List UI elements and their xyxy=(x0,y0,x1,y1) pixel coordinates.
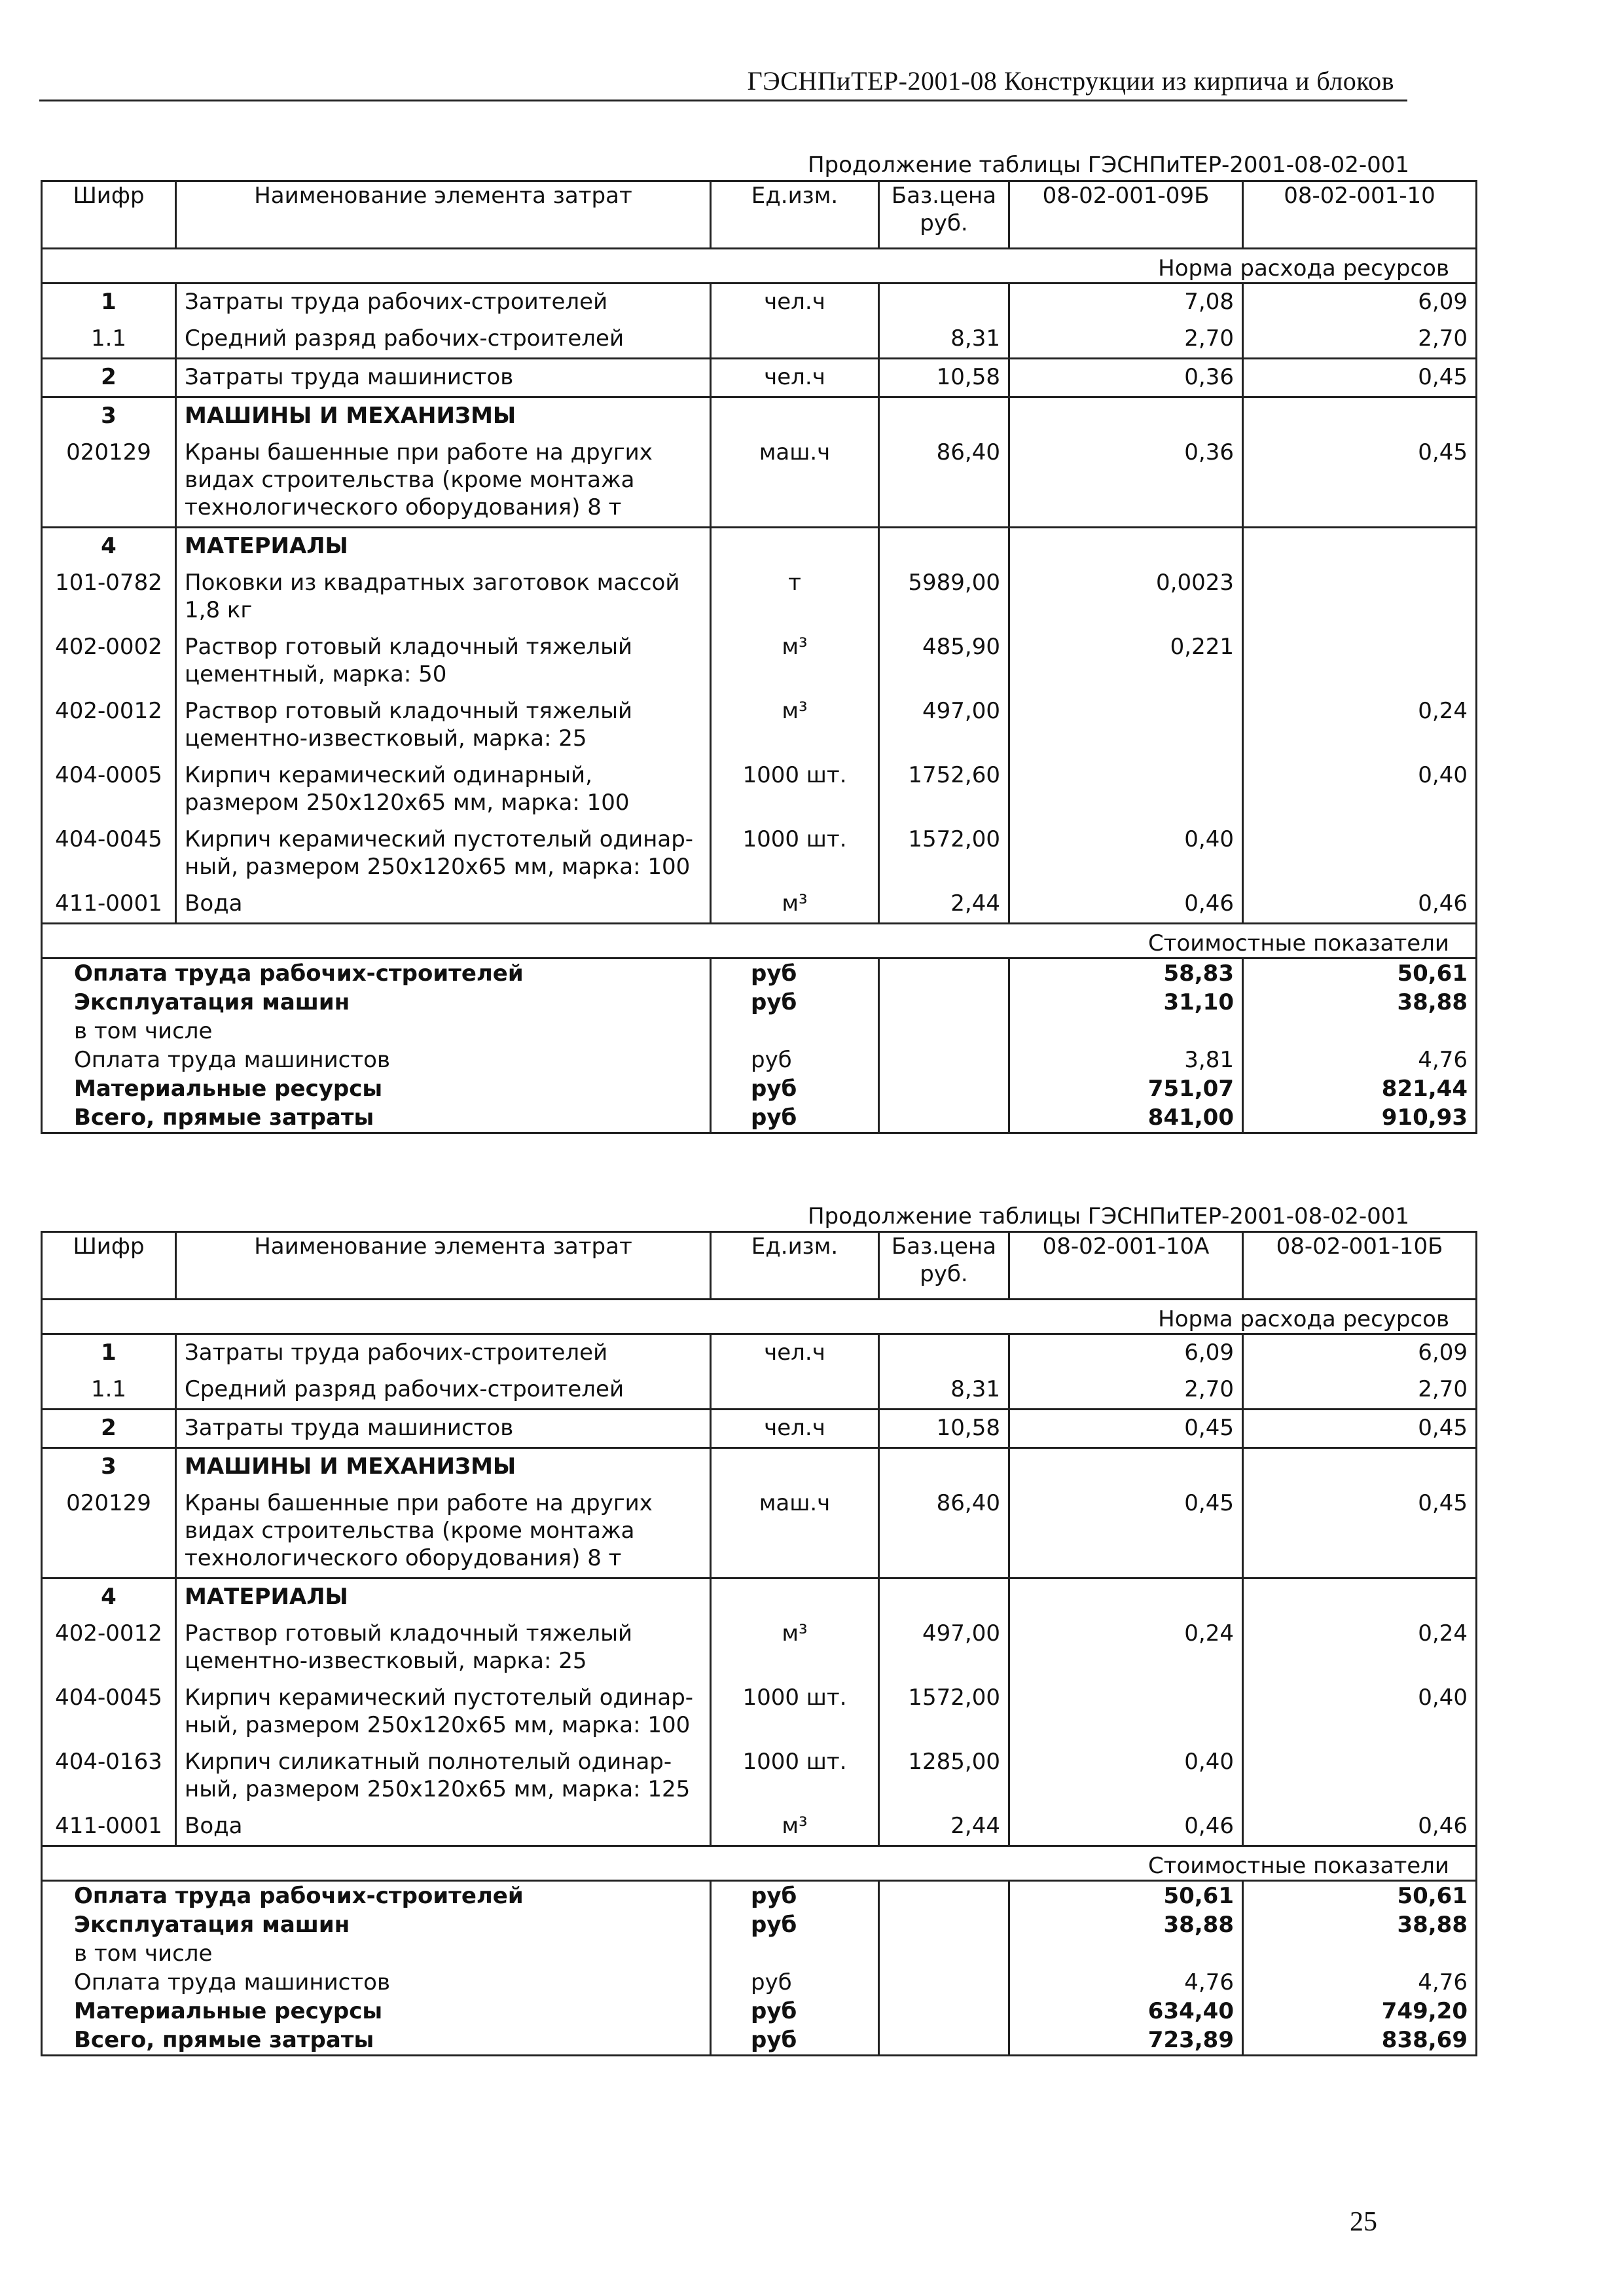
row-price xyxy=(879,283,1009,321)
cost-price xyxy=(879,1103,1009,1133)
cost-name: Материальные ресурсы xyxy=(42,1997,711,2026)
cost-row xyxy=(42,1997,1477,2026)
table-row xyxy=(42,1448,1477,1486)
row-value-2: 0,46 xyxy=(1243,886,1477,924)
row-code: 4 xyxy=(42,528,176,566)
col-variant-2: 08-02-001-10Б xyxy=(1243,1232,1477,1300)
cost-unit: руб xyxy=(711,1074,879,1103)
row-unit: м³ xyxy=(711,886,879,924)
row-value-1: 0,24 xyxy=(1009,1616,1243,1680)
cost-name: Эксплуатация машин xyxy=(42,988,711,1017)
row-value-2 xyxy=(1243,528,1477,566)
row-value-2: 0,24 xyxy=(1243,693,1477,757)
row-value-1 xyxy=(1009,528,1243,566)
row-unit: чел.ч xyxy=(711,359,879,397)
row-code: 2 xyxy=(42,1410,176,1448)
table-row xyxy=(42,1485,1477,1578)
row-code: 4 xyxy=(42,1578,176,1616)
row-price: 8,31 xyxy=(879,1372,1009,1410)
row-name: Затраты труда машинистов xyxy=(176,1410,711,1448)
cost-value-2 xyxy=(1243,1939,1477,1968)
col-name: Наименование элемента затрат xyxy=(176,181,711,249)
row-price: 10,58 xyxy=(879,1410,1009,1448)
cost-value-1: 723,89 xyxy=(1009,2026,1243,2056)
row-price: 2,44 xyxy=(879,1808,1009,1846)
header-text: ГЭСНПиТЕР-2001-08 Конструкции из кирпича и блоков xyxy=(747,66,1394,96)
cost-value-2: 50,61 xyxy=(1243,958,1477,989)
table-row xyxy=(42,822,1477,886)
row-name: Краны башенные при работе на других видах строительства (кроме монтажа технологического оборудования) 8 т xyxy=(176,435,711,528)
cost-price xyxy=(879,1910,1009,1939)
row-name: МАТЕРИАЛЫ xyxy=(176,1578,711,1616)
cost-value-2: 4,76 xyxy=(1243,1046,1477,1074)
row-name: МАТЕРИАЛЫ xyxy=(176,528,711,566)
row-code: 1.1 xyxy=(42,1372,176,1410)
cost-price xyxy=(879,1997,1009,2026)
row-code: 404-0045 xyxy=(42,822,176,886)
cost-row xyxy=(42,988,1477,1017)
table-row xyxy=(42,629,1477,693)
cost-name: Оплата труда рабочих-строителей xyxy=(42,1881,711,1911)
row-value-2: 0,40 xyxy=(1243,757,1477,822)
row-unit: чел.ч xyxy=(711,1334,879,1372)
col-code: Шифр xyxy=(42,181,176,249)
table-caption: Продолжение таблицы ГЭСНПиТЕР-2001-08-02-001 xyxy=(807,152,1409,178)
row-price: 1572,00 xyxy=(879,1680,1009,1744)
row-value-2: 0,45 xyxy=(1243,1485,1477,1578)
cost-value-1: 4,76 xyxy=(1009,1968,1243,1997)
row-value-2 xyxy=(1243,629,1477,693)
cost-value-2: 821,44 xyxy=(1243,1074,1477,1103)
row-code: 020129 xyxy=(42,1485,176,1578)
row-value-2: 0,24 xyxy=(1243,1616,1477,1680)
row-value-2 xyxy=(1243,1448,1477,1486)
row-price xyxy=(879,397,1009,435)
cost-name: Эксплуатация машин xyxy=(42,1910,711,1939)
row-name: Поковки из квадратных заготовок массой 1,8 кг xyxy=(176,565,711,629)
row-unit: м³ xyxy=(711,693,879,757)
cost-row xyxy=(42,1968,1477,1997)
row-code: 3 xyxy=(42,397,176,435)
cost-value-2: 838,69 xyxy=(1243,2026,1477,2056)
table-row xyxy=(42,1334,1477,1372)
cost-unit: руб xyxy=(711,1997,879,2026)
running-header xyxy=(39,59,1407,101)
row-unit xyxy=(711,1448,879,1486)
row-code: 402-0012 xyxy=(42,1616,176,1680)
row-code: 2 xyxy=(42,359,176,397)
col-name: Наименование элемента затрат xyxy=(176,1232,711,1300)
table-row xyxy=(42,283,1477,321)
row-unit: маш.ч xyxy=(711,1485,879,1578)
col-unit: Ед.изм. xyxy=(711,1232,879,1300)
row-unit: маш.ч xyxy=(711,435,879,528)
row-unit xyxy=(711,397,879,435)
col-unit: Ед.изм. xyxy=(711,181,879,249)
row-value-1: 0,36 xyxy=(1009,435,1243,528)
row-price: 10,58 xyxy=(879,359,1009,397)
row-value-1: 0,46 xyxy=(1009,1808,1243,1846)
row-price: 5989,00 xyxy=(879,565,1009,629)
row-name: МАШИНЫ И МЕХАНИЗМЫ xyxy=(176,397,711,435)
row-value-1: 0,45 xyxy=(1009,1410,1243,1448)
cost-price xyxy=(879,1046,1009,1074)
table-row xyxy=(42,1410,1477,1448)
row-value-1 xyxy=(1009,693,1243,757)
cost-price xyxy=(879,1968,1009,1997)
col-price: Баз.цена руб. xyxy=(879,1232,1009,1300)
row-value-2: 6,09 xyxy=(1243,1334,1477,1372)
cost-value-1: 50,61 xyxy=(1009,1881,1243,1911)
row-value-2: 0,46 xyxy=(1243,1808,1477,1846)
row-unit: чел.ч xyxy=(711,283,879,321)
cost-name: Всего, прямые затраты xyxy=(42,1103,711,1133)
cost-name: Материальные ресурсы xyxy=(42,1074,711,1103)
row-price: 485,90 xyxy=(879,629,1009,693)
row-price xyxy=(879,528,1009,566)
row-value-1: 2,70 xyxy=(1009,321,1243,359)
row-value-1 xyxy=(1009,1680,1243,1744)
cost-label-row xyxy=(42,924,1477,958)
row-name: Кирпич силикатный полнотелый одинар-ный, размером 250x120x65 мм, марка: 125 xyxy=(176,1744,711,1808)
row-name: Раствор готовый кладочный тяжелый цементный, марка: 50 xyxy=(176,629,711,693)
page-number: 25 xyxy=(1350,2207,1377,2237)
cost-unit: руб xyxy=(711,1881,879,1911)
row-code: 411-0001 xyxy=(42,886,176,924)
row-code: 404-0005 xyxy=(42,757,176,822)
cost-unit xyxy=(711,1939,879,1968)
row-code: 411-0001 xyxy=(42,1808,176,1846)
row-unit: т xyxy=(711,565,879,629)
row-unit: 1000 шт. xyxy=(711,1744,879,1808)
cost-row xyxy=(42,958,1477,989)
cost-value-1: 634,40 xyxy=(1009,1997,1243,2026)
norma-label: Норма расхода ресурсов xyxy=(42,1300,1477,1334)
cost-value-1 xyxy=(1009,1939,1243,1968)
row-price: 1572,00 xyxy=(879,822,1009,886)
row-value-1: 0,221 xyxy=(1009,629,1243,693)
cost-value-2: 38,88 xyxy=(1243,1910,1477,1939)
table-row xyxy=(42,1744,1477,1808)
row-code: 404-0045 xyxy=(42,1680,176,1744)
row-value-2: 6,09 xyxy=(1243,283,1477,321)
cost-value-1: 58,83 xyxy=(1009,958,1243,989)
row-code: 1 xyxy=(42,1334,176,1372)
row-value-1: 0,0023 xyxy=(1009,565,1243,629)
row-name: Затраты труда рабочих-строителей xyxy=(176,283,711,321)
row-value-1 xyxy=(1009,397,1243,435)
row-name: Краны башенные при работе на других видах строительства (кроме монтажа технологического оборудования) 8 т xyxy=(176,1485,711,1578)
cost-price xyxy=(879,988,1009,1017)
row-price: 8,31 xyxy=(879,321,1009,359)
row-value-2 xyxy=(1243,397,1477,435)
cost-value-2: 50,61 xyxy=(1243,1881,1477,1911)
row-value-1: 7,08 xyxy=(1009,283,1243,321)
col-variant-1: 08-02-001-10А xyxy=(1009,1232,1243,1300)
cost-row xyxy=(42,1017,1477,1046)
resource-table xyxy=(41,1231,1477,2056)
cost-name: Оплата труда машинистов xyxy=(42,1968,711,1997)
row-code: 402-0002 xyxy=(42,629,176,693)
row-price xyxy=(879,1334,1009,1372)
row-code: 3 xyxy=(42,1448,176,1486)
row-name: Раствор готовый кладочный тяжелый цементно-известковый, марка: 25 xyxy=(176,1616,711,1680)
norma-label: Норма расхода ресурсов xyxy=(42,249,1477,283)
cost-name: Оплата труда рабочих-строителей xyxy=(42,958,711,989)
row-value-2 xyxy=(1243,565,1477,629)
row-value-1: 2,70 xyxy=(1009,1372,1243,1410)
row-unit xyxy=(711,321,879,359)
cost-value-2: 749,20 xyxy=(1243,1997,1477,2026)
row-value-1: 6,09 xyxy=(1009,1334,1243,1372)
cost-unit: руб xyxy=(711,2026,879,2056)
row-unit xyxy=(711,528,879,566)
row-value-2: 2,70 xyxy=(1243,1372,1477,1410)
table-row xyxy=(42,1372,1477,1410)
cost-row xyxy=(42,1910,1477,1939)
table-row xyxy=(42,528,1477,566)
cost-value-1: 3,81 xyxy=(1009,1046,1243,1074)
row-value-1: 0,36 xyxy=(1009,359,1243,397)
row-price xyxy=(879,1578,1009,1616)
cost-price xyxy=(879,958,1009,989)
row-name: Раствор готовый кладочный тяжелый цементно-известковый, марка: 25 xyxy=(176,693,711,757)
row-value-1: 0,46 xyxy=(1009,886,1243,924)
row-name: Кирпич керамический одинарный, размером 250x120x65 мм, марка: 100 xyxy=(176,757,711,822)
cost-unit: руб xyxy=(711,958,879,989)
cost-price xyxy=(879,1881,1009,1911)
cost-value-2: 4,76 xyxy=(1243,1968,1477,1997)
row-price: 497,00 xyxy=(879,693,1009,757)
cost-row xyxy=(42,1074,1477,1103)
cost-label: Стоимостные показатели xyxy=(42,924,1477,958)
row-code: 402-0012 xyxy=(42,693,176,757)
table-row xyxy=(42,1680,1477,1744)
cost-unit: руб xyxy=(711,1968,879,1997)
row-value-2: 0,45 xyxy=(1243,1410,1477,1448)
row-name: Кирпич керамический пустотелый одинар-ный, размером 250x120x65 мм, марка: 100 xyxy=(176,1680,711,1744)
row-name: Вода xyxy=(176,1808,711,1846)
cost-price xyxy=(879,1939,1009,1968)
cost-row xyxy=(42,1103,1477,1133)
row-price: 2,44 xyxy=(879,886,1009,924)
row-price: 86,40 xyxy=(879,435,1009,528)
row-unit: 1000 шт. xyxy=(711,822,879,886)
cost-unit: руб xyxy=(711,1046,879,1074)
norma-row xyxy=(42,249,1477,283)
row-value-2: 2,70 xyxy=(1243,321,1477,359)
row-code: 1 xyxy=(42,283,176,321)
table-row xyxy=(42,359,1477,397)
cost-value-2: 38,88 xyxy=(1243,988,1477,1017)
row-price: 497,00 xyxy=(879,1616,1009,1680)
table-row xyxy=(42,1808,1477,1846)
table-row xyxy=(42,886,1477,924)
cost-value-1: 38,88 xyxy=(1009,1910,1243,1939)
row-name: Средний разряд рабочих-строителей xyxy=(176,1372,711,1410)
row-code: 404-0163 xyxy=(42,1744,176,1808)
col-variant-2: 08-02-001-10 xyxy=(1243,181,1477,249)
row-value-2: 0,40 xyxy=(1243,1680,1477,1744)
row-price: 1285,00 xyxy=(879,1744,1009,1808)
cost-value-2: 910,93 xyxy=(1243,1103,1477,1133)
table-row xyxy=(42,321,1477,359)
cost-value-1: 841,00 xyxy=(1009,1103,1243,1133)
row-price: 1752,60 xyxy=(879,757,1009,822)
cost-price xyxy=(879,1074,1009,1103)
row-value-2 xyxy=(1243,822,1477,886)
row-value-2 xyxy=(1243,1744,1477,1808)
col-code: Шифр xyxy=(42,1232,176,1300)
row-name: Средний разряд рабочих-строителей xyxy=(176,321,711,359)
cost-unit: руб xyxy=(711,1103,879,1133)
row-value-1: 0,40 xyxy=(1009,1744,1243,1808)
table-caption: Продолжение таблицы ГЭСНПиТЕР-2001-08-02-001 xyxy=(807,1203,1409,1230)
cost-row xyxy=(42,2026,1477,2056)
table-row xyxy=(42,565,1477,629)
col-price: Баз.цена руб. xyxy=(879,181,1009,249)
row-value-1 xyxy=(1009,757,1243,822)
table-row xyxy=(42,1578,1477,1616)
row-name: МАШИНЫ И МЕХАНИЗМЫ xyxy=(176,1448,711,1486)
row-unit: м³ xyxy=(711,629,879,693)
cost-value-1 xyxy=(1009,1017,1243,1046)
table-row xyxy=(42,1616,1477,1680)
row-name: Вода xyxy=(176,886,711,924)
row-name: Кирпич керамический пустотелый одинар-ный, размером 250x120x65 мм, марка: 100 xyxy=(176,822,711,886)
table-row xyxy=(42,397,1477,435)
row-unit: чел.ч xyxy=(711,1410,879,1448)
row-code: 020129 xyxy=(42,435,176,528)
row-value-1: 0,45 xyxy=(1009,1485,1243,1578)
cost-unit xyxy=(711,1017,879,1046)
cost-row xyxy=(42,1046,1477,1074)
cost-row xyxy=(42,1881,1477,1911)
cost-price xyxy=(879,2026,1009,2056)
table-row xyxy=(42,693,1477,757)
row-value-2: 0,45 xyxy=(1243,435,1477,528)
row-code: 1.1 xyxy=(42,321,176,359)
row-value-1 xyxy=(1009,1448,1243,1486)
row-unit: м³ xyxy=(711,1808,879,1846)
cost-label: Стоимостные показатели xyxy=(42,1846,1477,1881)
row-price: 86,40 xyxy=(879,1485,1009,1578)
resource-table xyxy=(41,180,1477,1134)
cost-value-2 xyxy=(1243,1017,1477,1046)
row-value-1: 0,40 xyxy=(1009,822,1243,886)
cost-unit: руб xyxy=(711,988,879,1017)
row-price xyxy=(879,1448,1009,1486)
row-value-2 xyxy=(1243,1578,1477,1616)
row-unit xyxy=(711,1578,879,1616)
cost-name: в том числе xyxy=(42,1017,711,1046)
cost-name: Всего, прямые затраты xyxy=(42,2026,711,2056)
cost-name: в том числе xyxy=(42,1939,711,1968)
cost-row xyxy=(42,1939,1477,1968)
cost-name: Оплата труда машинистов xyxy=(42,1046,711,1074)
row-unit: 1000 шт. xyxy=(711,757,879,822)
row-unit xyxy=(711,1372,879,1410)
col-variant-1: 08-02-001-09Б xyxy=(1009,181,1243,249)
cost-value-1: 751,07 xyxy=(1009,1074,1243,1103)
row-code: 101-0782 xyxy=(42,565,176,629)
row-name: Затраты труда рабочих-строителей xyxy=(176,1334,711,1372)
table-row xyxy=(42,757,1477,822)
row-name: Затраты труда машинистов xyxy=(176,359,711,397)
row-value-2: 0,45 xyxy=(1243,359,1477,397)
cost-value-1: 31,10 xyxy=(1009,988,1243,1017)
cost-unit: руб xyxy=(711,1910,879,1939)
row-unit: 1000 шт. xyxy=(711,1680,879,1744)
norma-row xyxy=(42,1300,1477,1334)
row-value-1 xyxy=(1009,1578,1243,1616)
row-unit: м³ xyxy=(711,1616,879,1680)
cost-label-row xyxy=(42,1846,1477,1881)
table-row xyxy=(42,435,1477,528)
cost-price xyxy=(879,1017,1009,1046)
